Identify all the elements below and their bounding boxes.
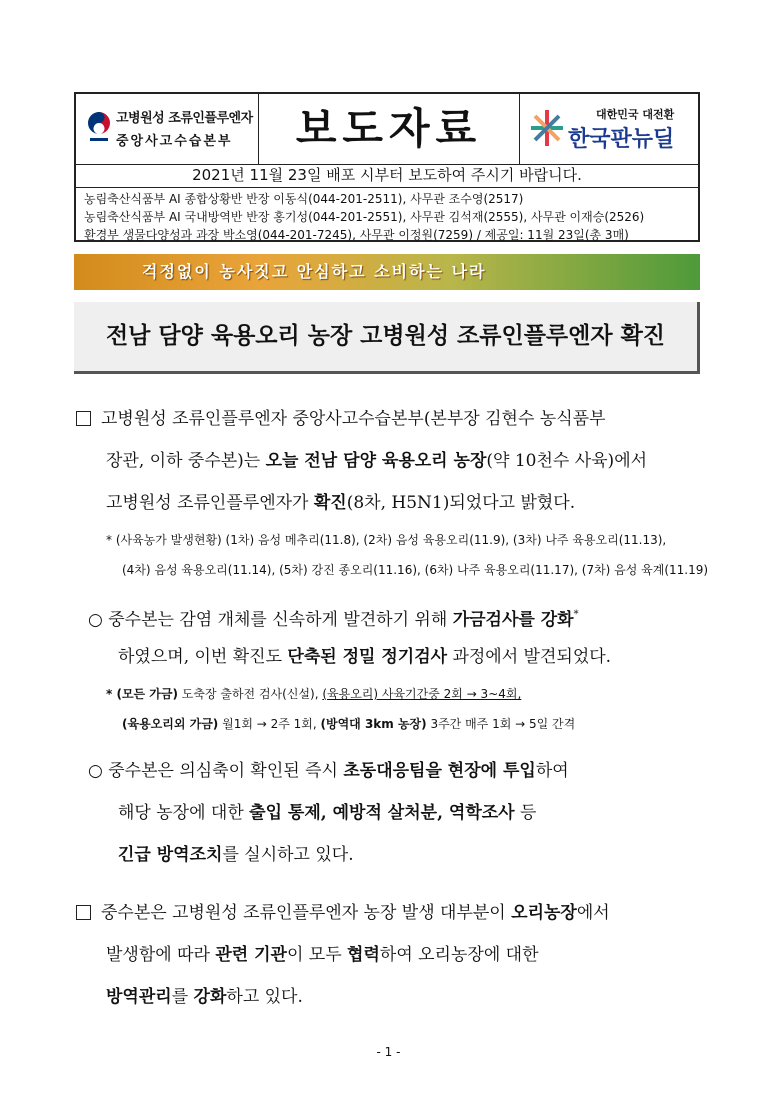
circle1-line1: ○ 중수본는 감염 개체를 신속하게 발견하기 위해 가금검사를 강화* (88, 609, 579, 630)
new-deal-logo-cell (519, 94, 698, 164)
brand-large-text: 한국판뉴딜 (568, 127, 675, 152)
taegeuk-logo-icon (86, 110, 112, 146)
contact-line: 농림축산식품부 AI 국내방역반 반장 홍기성(044-201-2551), 사무관 김석재(2555), 사무관 이재승(2526) (84, 210, 645, 224)
circle2-line1: ○ 중수본은 의심축이 확인된 즉시 초동대응팀을 현장에 투입하여 (88, 761, 569, 781)
contact-line: 환경부 생물다양성과 과장 박소영(044-201-7245), 사무관 이정원(7259) / 제공일: 11월 23일(총 3매) (84, 228, 629, 242)
org-name-line1: 고병원성 조류인플루엔자 (116, 111, 253, 126)
section2-line2: 발생함에 따라 관련 기관이 모두 협력하여 오리농장에 대한 (106, 945, 539, 965)
contact-list (84, 190, 694, 244)
banner-slogan: 걱정없이 농사짓고 안심하고 소비하는 나라 (142, 262, 487, 281)
page-title: 보도자료 (295, 104, 483, 153)
press-header (74, 92, 700, 242)
org-name-line2: 중앙사고수습본부 (116, 134, 233, 149)
embargo-notice: 2021년 11월 23일 배포 시부터 보도하여 주시기 바랍니다. (76, 164, 698, 188)
circle1-line2: 하였으며, 이번 확진도 단축된 정밀 정기검사 과정에서 발견되었다. (118, 647, 612, 667)
section1-line2: 장관, 이하 중수본)는 오늘 전남 담양 육용오리 농장(약 10천수 사육)에서 (106, 451, 648, 471)
new-deal-star-icon (528, 106, 566, 150)
headline: 전남 담양 육용오리 농장 고병원성 조류인플루엔자 확진 (74, 302, 700, 374)
contact-line: 농림축산식품부 AI 종합상황반 반장 이동식(044-201-2511), 사무관 조수영(2517) (84, 192, 524, 206)
section1-line3: 고병원성 조류인플루엔자가 확진(8차, H5N1)되었다고 밝혔다. (106, 493, 576, 513)
footnote2-line1: * (모든 가금) 도축장 출하전 검사(신설), (육용오리) 사육기간중 2회 → 3~4회, (106, 687, 522, 701)
checkbox-square-icon (76, 905, 91, 920)
org-logo-cell (76, 94, 259, 164)
footnote1-line1: * (사육농가 발생현황) (1차) 음성 메추리(11.8), (2차) 음성 육용오리(11.9), (3차) 나주 육용오리(11.13), (106, 533, 667, 547)
page-number: - 1 - (376, 1045, 401, 1059)
brand-small-text: 대한민국 대전환 (596, 108, 675, 121)
slogan-banner (74, 254, 700, 290)
section1-line1: 고병원성 조류인플루엔자 중앙사고수습본부(본부장 김현수 농식품부 (76, 408, 606, 430)
section2-line1: 중수본은 고병원성 조류인플루엔자 농장 발생 대부분이 오리농장에서 (76, 902, 610, 924)
footnote2-line2: (육용오리외 가금) 월1회 → 2주 1회, (방역대 3km 농장) 3주간 매주 1회 → 5일 간격 (122, 717, 576, 731)
header-top-row (76, 94, 698, 165)
footnote1-line2: (4차) 음성 육용오리(11.14), (5차) 강진 종오리(11.16), (6차) 나주 육용오리(11.17), (7차) 음성 육계(11.19) (122, 563, 709, 577)
circle2-line2: 해당 농장에 대한 출입 통제, 예방적 살처분, 역학조사 등 (118, 803, 537, 823)
circle2-line3: 긴급 방역조치를 실시하고 있다. (118, 845, 354, 865)
section2-line3: 방역관리를 강화하고 있다. (106, 987, 303, 1007)
checkbox-square-icon (76, 411, 91, 426)
